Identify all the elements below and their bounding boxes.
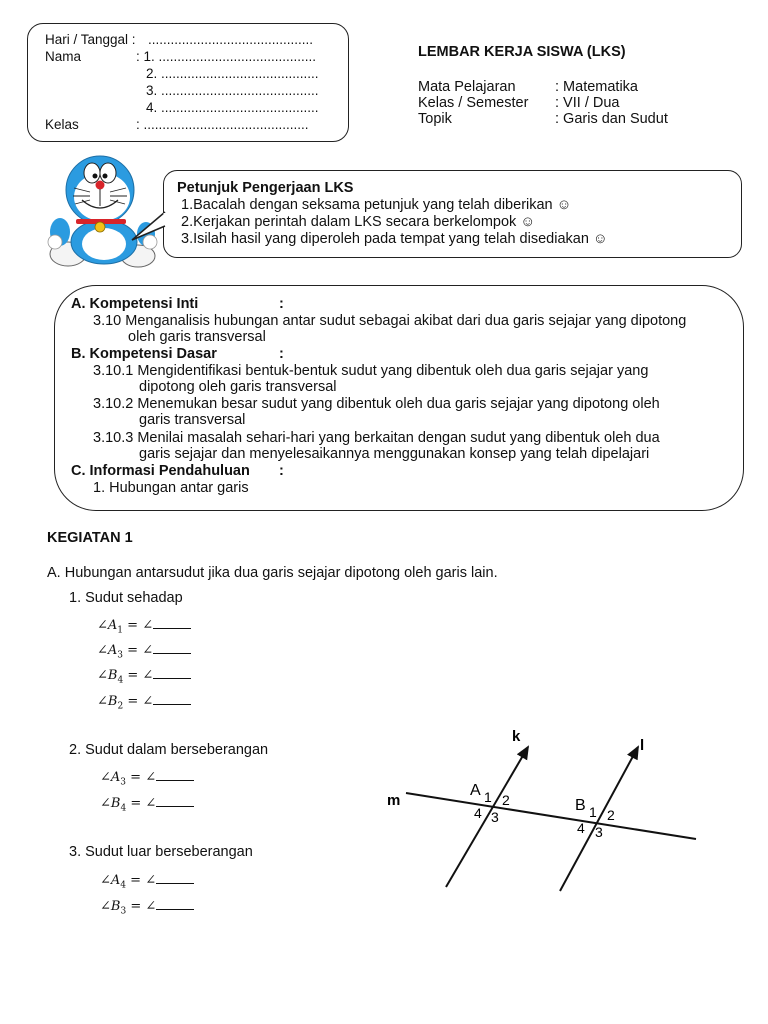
section-b-item-2-line1: 3.10.2 Menemukan besar sudut yang dibentuk oleh dua garis sejajar yang dipotong oleh [93,396,660,412]
eq-sub: 4 [120,880,127,891]
group-1-title: 1. Sudut sehadap [69,590,183,606]
answer-blank[interactable] [153,643,191,654]
section-b-colon: : [279,346,284,362]
section-a-title: A. Kompetensi Inti [71,296,199,312]
label-l: l [640,737,645,754]
nama-field-3[interactable]: 3. .......................................... [146,83,319,98]
equation-row[interactable]: $\angle A_1$ = ∠ [97,617,191,636]
equation-row[interactable]: $\angle A_4$ = ∠ [100,872,194,891]
answer-blank[interactable] [156,873,194,884]
section-c-colon: : [279,463,284,479]
info-label-subject: Mata Pelajaran [418,79,516,95]
instructions-title: Petunjuk Pengerjaan LKS [177,180,354,196]
section-a-colon: : [279,296,284,312]
eq-letter: B [110,899,121,914]
label-a: A [470,782,481,799]
answer-blank[interactable] [156,770,194,781]
info-value-subject: : Matematika [555,79,638,95]
angle-a4: 4 [474,805,482,821]
nama-label: Nama [45,49,82,64]
eq-letter: B [107,668,118,683]
angle-b2: 2 [607,807,615,823]
speech-tail [130,206,170,246]
instruction-item-1: 1.Bacalah dengan seksama petunjuk yang telah diberikan ☺ [181,197,572,213]
angle-a3: 3 [491,809,499,825]
instruction-item-2: 2.Kerjakan perintah dalam LKS secara berkelompok ☺ [181,214,536,230]
group-3-title: 3. Sudut luar berseberangan [69,844,253,860]
section-c-item: 1. Hubungan antar garis [93,480,249,496]
instruction-item-3: 3.Isilah hasil yang diperoleh pada tempat yang telah disediakan ☺ [181,231,608,247]
eq-letter: A [107,618,118,633]
kelas-field[interactable]: : ............................................ [136,117,309,132]
eq-letter: A [110,770,121,785]
answer-blank[interactable] [156,796,194,807]
angle-a1: 1 [484,789,492,805]
group-2-title: 2. Sudut dalam berseberangan [69,742,269,758]
hari-label: Hari / Tanggal : [45,32,136,47]
label-k: k [512,728,521,745]
equation-row[interactable]: $\angle B_4$ = ∠ [100,795,194,814]
info-value-topic: : Garis dan Sudut [555,111,668,127]
activity-section-a: A. Hubungan antarsudut jika dua garis sejajar dipotong oleh garis lain. [47,565,498,581]
section-b-item-1-line1: 3.10.1 Mengidentifikasi bentuk-bentuk sudut yang dibentuk oleh dua garis sejajar yang [93,363,649,379]
section-b-title: B. Kompetensi Dasar [71,346,217,362]
eq-letter: A [110,873,121,888]
eq-sub: 1 [117,625,124,636]
angle-b1: 1 [589,804,597,820]
answer-blank[interactable] [156,899,194,910]
equation-row[interactable]: $\angle B_3$ = ∠ [100,898,194,917]
section-c-title: C. Informasi Pendahuluan [71,463,250,479]
equation-row[interactable]: $\angle A_3$ = ∠ [97,642,191,661]
label-m: m [387,792,401,809]
angle-b3: 3 [595,824,603,840]
eq-sub: 4 [117,675,124,686]
section-b-item-3-line2: garis sejajar dan menyelesaikannya menggunakan konsep yang telah dipelajari [139,446,650,462]
answer-blank[interactable] [153,618,191,629]
section-a-item-line1: 3.10 Menganalisis hubungan antar sudut sebagai akibat dari dua garis sejajar yang dipotong [93,313,687,329]
eq-sub: 3 [120,777,127,788]
answer-blank[interactable] [153,694,191,705]
eq-sub: 4 [120,803,127,814]
worksheet-title: LEMBAR KERJA SISWA (LKS) [418,44,626,60]
equation-row[interactable]: $\angle A_3$ = ∠ [100,769,194,788]
answer-blank[interactable] [153,668,191,679]
angle-b4: 4 [577,820,585,836]
line-k [446,747,528,887]
eq-letter: B [110,796,121,811]
kelas-label: Kelas [45,117,79,132]
section-b-item-1-line2: dipotong oleh garis transversal [139,379,337,395]
nama-field-2[interactable]: 2. .......................................... [146,66,319,81]
eq-sub: 3 [120,906,127,917]
info-label-class: Kelas / Semester [418,95,529,111]
nama-field-4[interactable]: 4. .......................................... [146,100,319,115]
activity-title: KEGIATAN 1 [47,530,133,546]
hari-field[interactable]: ............................................ [148,32,314,47]
identity-box [27,23,349,142]
eq-sub: 3 [117,650,124,661]
section-b-item-3-line1: 3.10.3 Menilai masalah sehari-hari yang berkaitan dengan sudut yang dibentuk oleh dua [93,430,660,446]
angle-a2: 2 [502,792,510,808]
eq-letter: A [107,643,118,658]
label-b: B [575,797,586,814]
instructions-box [163,170,742,258]
nama-field-1[interactable]: : 1. .......................................... [136,49,317,64]
parallel-lines-diagram [380,725,710,895]
equation-row[interactable]: $\angle B_2$ = ∠ [97,693,191,712]
section-a-item-line2: oleh garis transversal [128,329,266,345]
info-value-class: : VII / Dua [555,95,620,111]
equation-row[interactable]: $\angle B_4$ = ∠ [97,667,191,686]
info-label-topic: Topik [418,111,452,127]
line-m [406,793,696,839]
eq-sub: 2 [117,701,124,712]
section-b-item-2-line2: garis transversal [139,412,246,428]
competencies-box [54,285,744,511]
eq-letter: B [107,694,118,709]
